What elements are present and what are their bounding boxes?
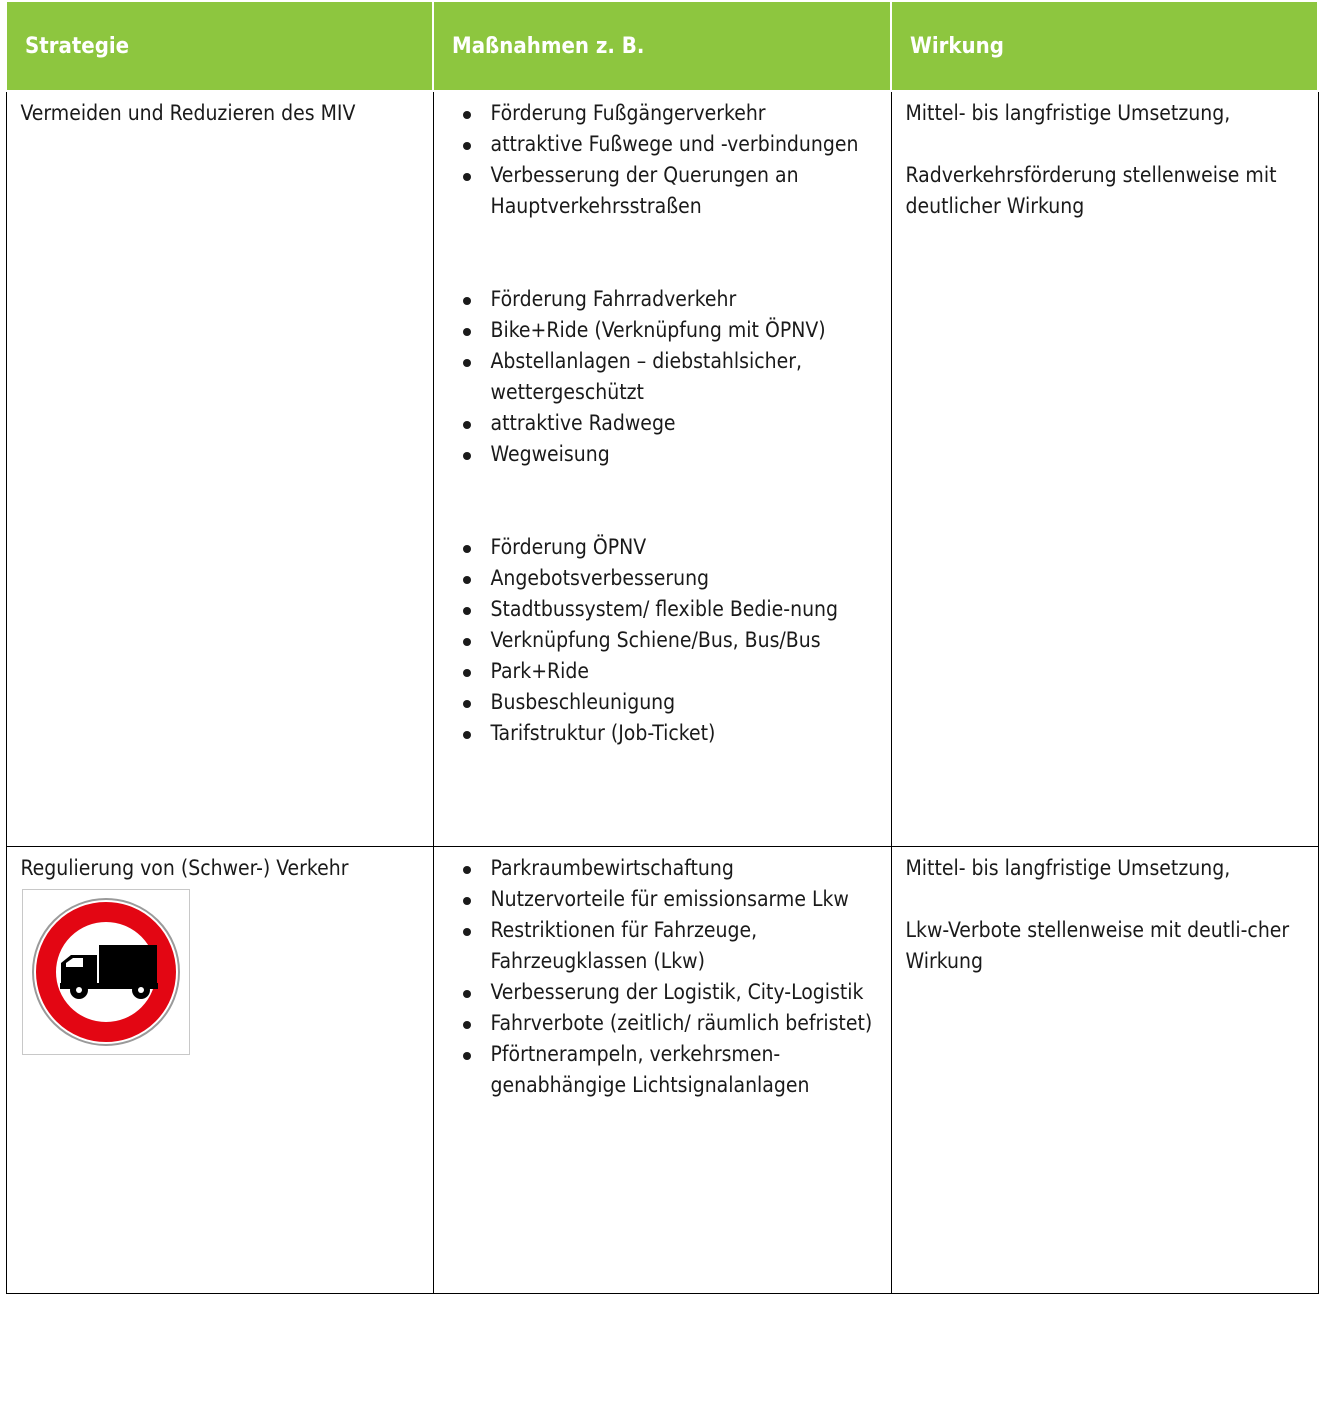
list-item: Abstellanlagen – diebstahlsicher, wettergeschützt	[448, 346, 881, 408]
list-item: Angebotsverbesserung	[448, 563, 881, 594]
list-item: attraktive Fußwege und -verbindungen	[448, 129, 881, 160]
list-item: Parkraumbewirtschaftung	[448, 853, 881, 884]
list-item: Wegweisung	[448, 439, 881, 470]
strategy-cell	[6, 847, 433, 1294]
list-item: Nutzervorteile für emissionsarme Lkw	[448, 884, 881, 915]
effect-text: Mittel- bis langfristige Umsetzung,	[905, 856, 1231, 880]
effect-text: Mittel- bis langfristige Umsetzung,	[905, 101, 1231, 125]
list-item: Tarifstruktur (Job-Ticket)	[448, 718, 881, 749]
list-item: Park+Ride	[448, 656, 881, 687]
list-item: attraktive Radwege	[448, 408, 881, 439]
measures-table	[5, 0, 1319, 1294]
measures-table-page	[5, 0, 1317, 1294]
list-item: Restriktionen für Fahrzeuge, Fahrzeugklassen (Lkw)	[448, 915, 881, 977]
effect-cell	[891, 91, 1318, 847]
list-item: Busbeschleunigung	[448, 687, 881, 718]
effect-cell	[891, 847, 1318, 1294]
list-item: Pförtnerampeln, verkehrsmen-genabhängige Lichtsignalanlagen	[448, 1039, 881, 1101]
list-item: Verknüpfung Schiene/Bus, Bus/Bus	[448, 625, 881, 656]
measures-list	[448, 853, 881, 1101]
list-item: Verbesserung der Logistik, City-Logistik	[448, 977, 881, 1008]
list-item: Verbesserung der Querungen an Hauptverkehrsstraßen	[448, 160, 881, 222]
strategy-text: Vermeiden und Reduzieren des MIV	[20, 101, 356, 125]
effect-text: Radverkehrsförderung stellenweise mit deutlicher Wirkung	[905, 163, 1277, 218]
table-row	[6, 847, 1318, 1294]
list-item: Förderung Fußgängerverkehr	[448, 98, 881, 129]
list-item: Bike+Ride (Verknüpfung mit ÖPNV)	[448, 315, 881, 346]
header-strategie: Strategie	[6, 1, 433, 91]
list-item: Fahrverbote (zeitlich/ räumlich befristet)	[448, 1008, 881, 1039]
measures-list	[448, 98, 881, 749]
header-massnahmen: Maßnahmen z. B.	[433, 1, 891, 91]
table-header-row	[6, 1, 1318, 91]
list-item: Förderung Fahrradverkehr	[448, 284, 881, 315]
list-item: Förderung ÖPNV	[448, 532, 881, 563]
measures-cell	[433, 91, 891, 847]
list-item: Stadtbussystem/ flexible Bedie-nung	[448, 594, 881, 625]
table-row	[6, 91, 1318, 847]
strategy-cell	[6, 91, 433, 847]
no-trucks-sign-icon	[22, 889, 190, 1055]
measures-cell	[433, 847, 891, 1294]
header-wirkung: Wirkung	[891, 1, 1318, 91]
effect-text: Lkw-Verbote stellenweise mit deutli-cher Wirkung	[905, 918, 1290, 973]
strategy-text: Regulierung von (Schwer-) Verkehr	[20, 856, 349, 880]
